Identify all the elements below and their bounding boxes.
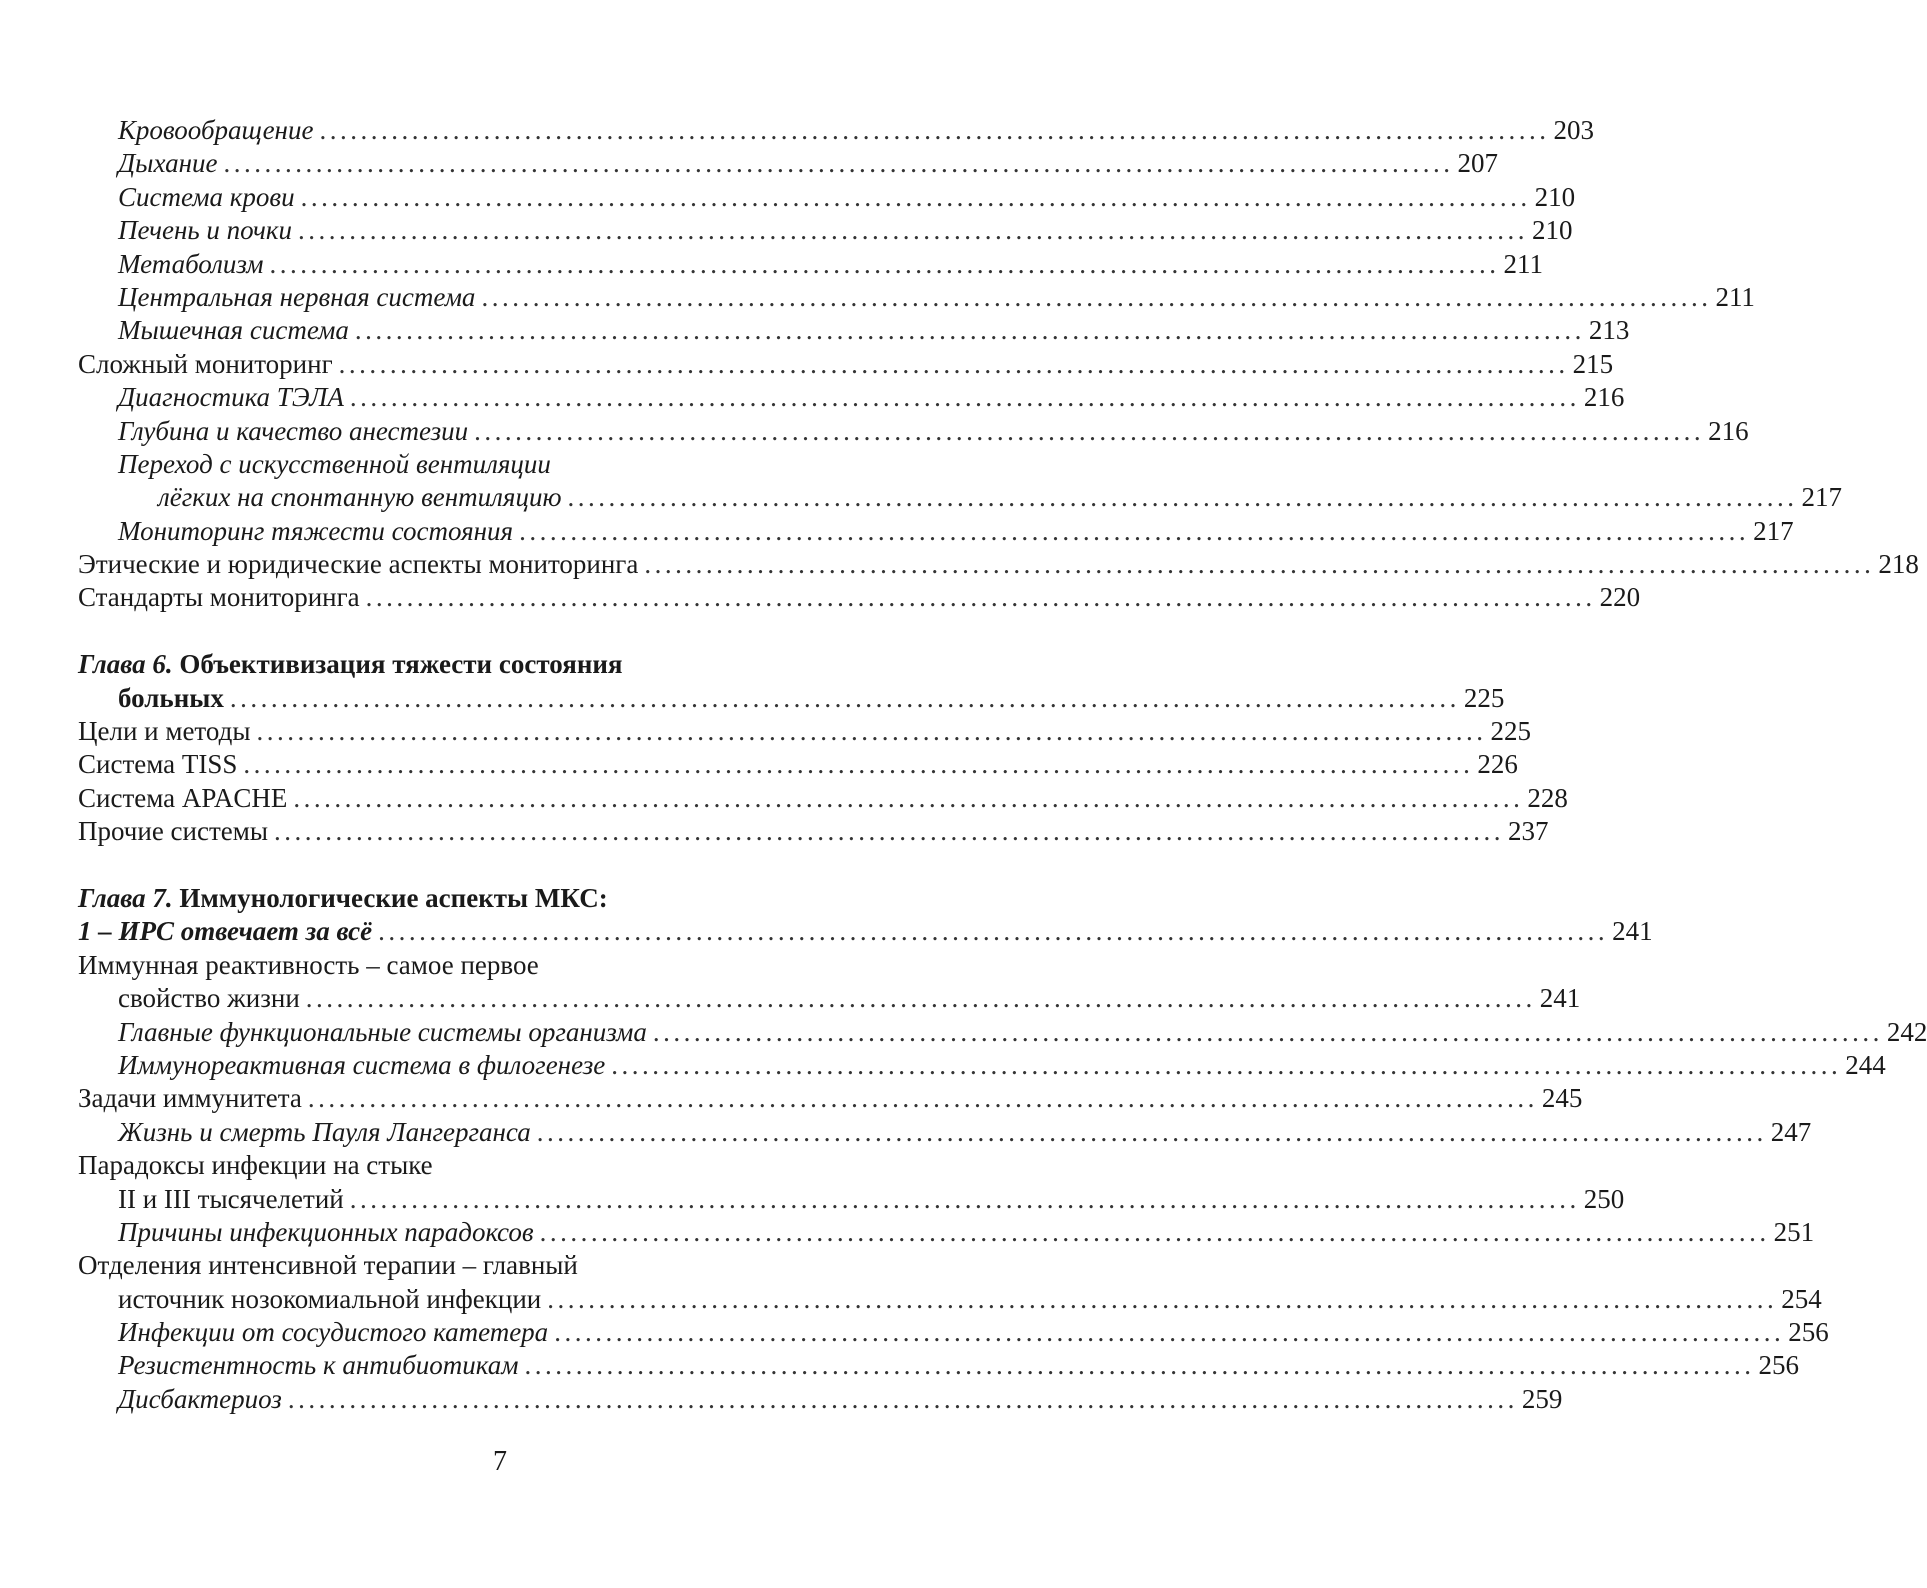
leader-dots: ........................................................................................................................: [287, 1383, 1518, 1414]
toc-entry[interactable]: Мышечная система ........................................................................................................................ 213: [78, 314, 848, 347]
table-of-contents: [78, 114, 1927, 1416]
toc-entry[interactable]: II и III тысячелетий ........................................................................................................................ 250: [78, 1183, 848, 1216]
toc-entry[interactable]: Глубина и качество анестезии ........................................................................................................................ 216: [78, 415, 848, 448]
leader-dots: ........................................................................................................................: [365, 582, 1596, 613]
leader-dots: ........................................................................................................................: [319, 115, 1550, 145]
toc-entry[interactable]: Дисбактериоз ........................................................................................................................ 259: [78, 1383, 848, 1416]
toc-entry[interactable]: Сложный мониторинг ........................................................................................................................ 215: [78, 348, 848, 381]
leader-dots: ........................................................................................................................: [611, 1049, 1842, 1080]
toc-entry[interactable]: Причины инфекционных парадоксов ........................................................................................................................ 251: [78, 1216, 848, 1249]
leader-dots: ........................................................................................................................: [378, 916, 1609, 947]
toc-entry[interactable]: Иммунная реактивность – самое первое: [78, 949, 539, 980]
leader-dots: ........................................................................................................................: [652, 1016, 1883, 1047]
leader-dots: ........................................................................................................................: [297, 215, 1528, 246]
toc-entry[interactable]: Задачи иммунитета ........................................................................................................................ 245: [78, 1082, 848, 1115]
leader-dots: ........................................................................................................................: [644, 549, 1875, 580]
leader-dots: ........................................................................................................................: [223, 148, 1454, 179]
leader-dots: ........................................................................................................................: [519, 515, 1750, 546]
toc-entry[interactable]: больных ........................................................................................................................ 225: [78, 682, 848, 715]
toc-entry[interactable]: 1 – ИРС отвечает за всё ........................................................................................................................ 241: [78, 915, 848, 948]
leader-dots: ........................................................................................................................: [229, 682, 1460, 713]
leader-dots: ........................................................................................................................: [567, 482, 1798, 513]
toc-entry[interactable]: свойство жизни ........................................................................................................................ 241: [78, 982, 848, 1015]
leader-dots: ........................................................................................................................: [307, 1083, 1538, 1114]
leader-dots: ........................................................................................................................: [349, 382, 1580, 413]
toc-entry[interactable]: Главные функциональные системы организма ........................................................................................................................ 242: [78, 1016, 848, 1049]
leader-dots: ........................................................................................................................: [554, 1317, 1785, 1348]
spacer: [78, 615, 848, 648]
leader-dots: ........................................................................................................................: [474, 415, 1705, 446]
toc-entry[interactable]: Центральная нервная система ........................................................................................................................ 211: [78, 281, 848, 314]
leader-dots: ........................................................................................................................: [305, 983, 1536, 1014]
page-number: 7: [493, 1446, 507, 1477]
toc-entry[interactable]: Инфекции от сосудистого катетера ........................................................................................................................ 256: [78, 1316, 848, 1349]
toc-entry[interactable]: Этические и юридические аспекты мониторинга ........................................................................................................................ 218: [78, 548, 848, 581]
toc-entry[interactable]: Жизнь и смерть Пауля Лангерганса ........................................................................................................................ 247: [78, 1116, 848, 1149]
leader-dots: ........................................................................................................................: [354, 315, 1585, 346]
leader-dots: ........................................................................................................................: [536, 1116, 1767, 1147]
leader-dots: ........................................................................................................................: [539, 1216, 1770, 1247]
toc-entry[interactable]: Диагностика ТЭЛА ........................................................................................................................ 216: [78, 381, 848, 414]
toc-entry[interactable]: Отделения интенсивной терапии – главный: [78, 1250, 578, 1281]
leader-dots: ........................................................................................................................: [274, 816, 1504, 847]
toc-entry[interactable]: Резистентность к антибиотикам ........................................................................................................................ 256: [78, 1349, 848, 1382]
leader-dots: ........................................................................................................................: [524, 1350, 1755, 1381]
leader-dots: ........................................................................................................................: [547, 1283, 1778, 1314]
toc-entry[interactable]: Печень и почки ........................................................................................................................ 210: [78, 214, 848, 247]
leader-dots: ........................................................................................................................: [349, 1183, 1580, 1214]
leader-dots: ........................................................................................................................: [243, 749, 1474, 780]
leader-dots: ........................................................................................................................: [256, 716, 1487, 747]
leader-dots: ........................................................................................................................: [300, 181, 1531, 212]
leader-dots: ........................................................................................................................: [269, 248, 1500, 279]
toc-entry[interactable]: Иммунореактивная система в филогенезе ........................................................................................................................ 244: [78, 1049, 848, 1082]
toc-entry[interactable]: Дыхание ........................................................................................................................ 207: [78, 147, 848, 180]
toc-entry[interactable]: Метаболизм ........................................................................................................................ 211: [78, 248, 848, 281]
toc-entry[interactable]: Прочие системы ........................................................................................................................ 237: [78, 815, 848, 848]
toc-entry[interactable]: Мониторинг тяжести состояния ........................................................................................................................ 217: [78, 515, 848, 548]
toc-entry[interactable]: Система TISS ........................................................................................................................ 226: [78, 748, 848, 781]
toc-entry[interactable]: Система крови ........................................................................................................................ 210: [78, 181, 848, 214]
toc-entry[interactable]: Цели и методы ........................................................................................................................ 225: [78, 715, 848, 748]
toc-entry[interactable]: Кровообращение ........................................................................................................................ 203: [78, 114, 848, 147]
leader-dots: ........................................................................................................................: [293, 782, 1524, 813]
toc-entry[interactable]: лёгких на спонтанную вентиляцию ........................................................................................................................ 217: [78, 481, 848, 514]
toc-entry[interactable]: Переход с искусственной вентиляции: [118, 448, 551, 479]
leader-dots: ........................................................................................................................: [481, 281, 1712, 312]
leader-dots: ........................................................................................................................: [338, 348, 1569, 379]
toc-entry[interactable]: Стандарты мониторинга ........................................................................................................................ 220: [78, 581, 848, 614]
toc-entry[interactable]: источник нозокомиальной инфекции ........................................................................................................................ 254: [78, 1283, 848, 1316]
toc-entry[interactable]: Система APACHE ........................................................................................................................ 228: [78, 782, 848, 815]
toc-entry[interactable]: Парадоксы инфекции на стыке: [78, 1150, 433, 1181]
chapter-heading[interactable]: Глава 6. Объективизация тяжести состояния: [78, 649, 623, 680]
chapter-heading[interactable]: Глава 7. Иммунологические аспекты МКС:: [78, 882, 608, 913]
spacer: [78, 849, 848, 882]
